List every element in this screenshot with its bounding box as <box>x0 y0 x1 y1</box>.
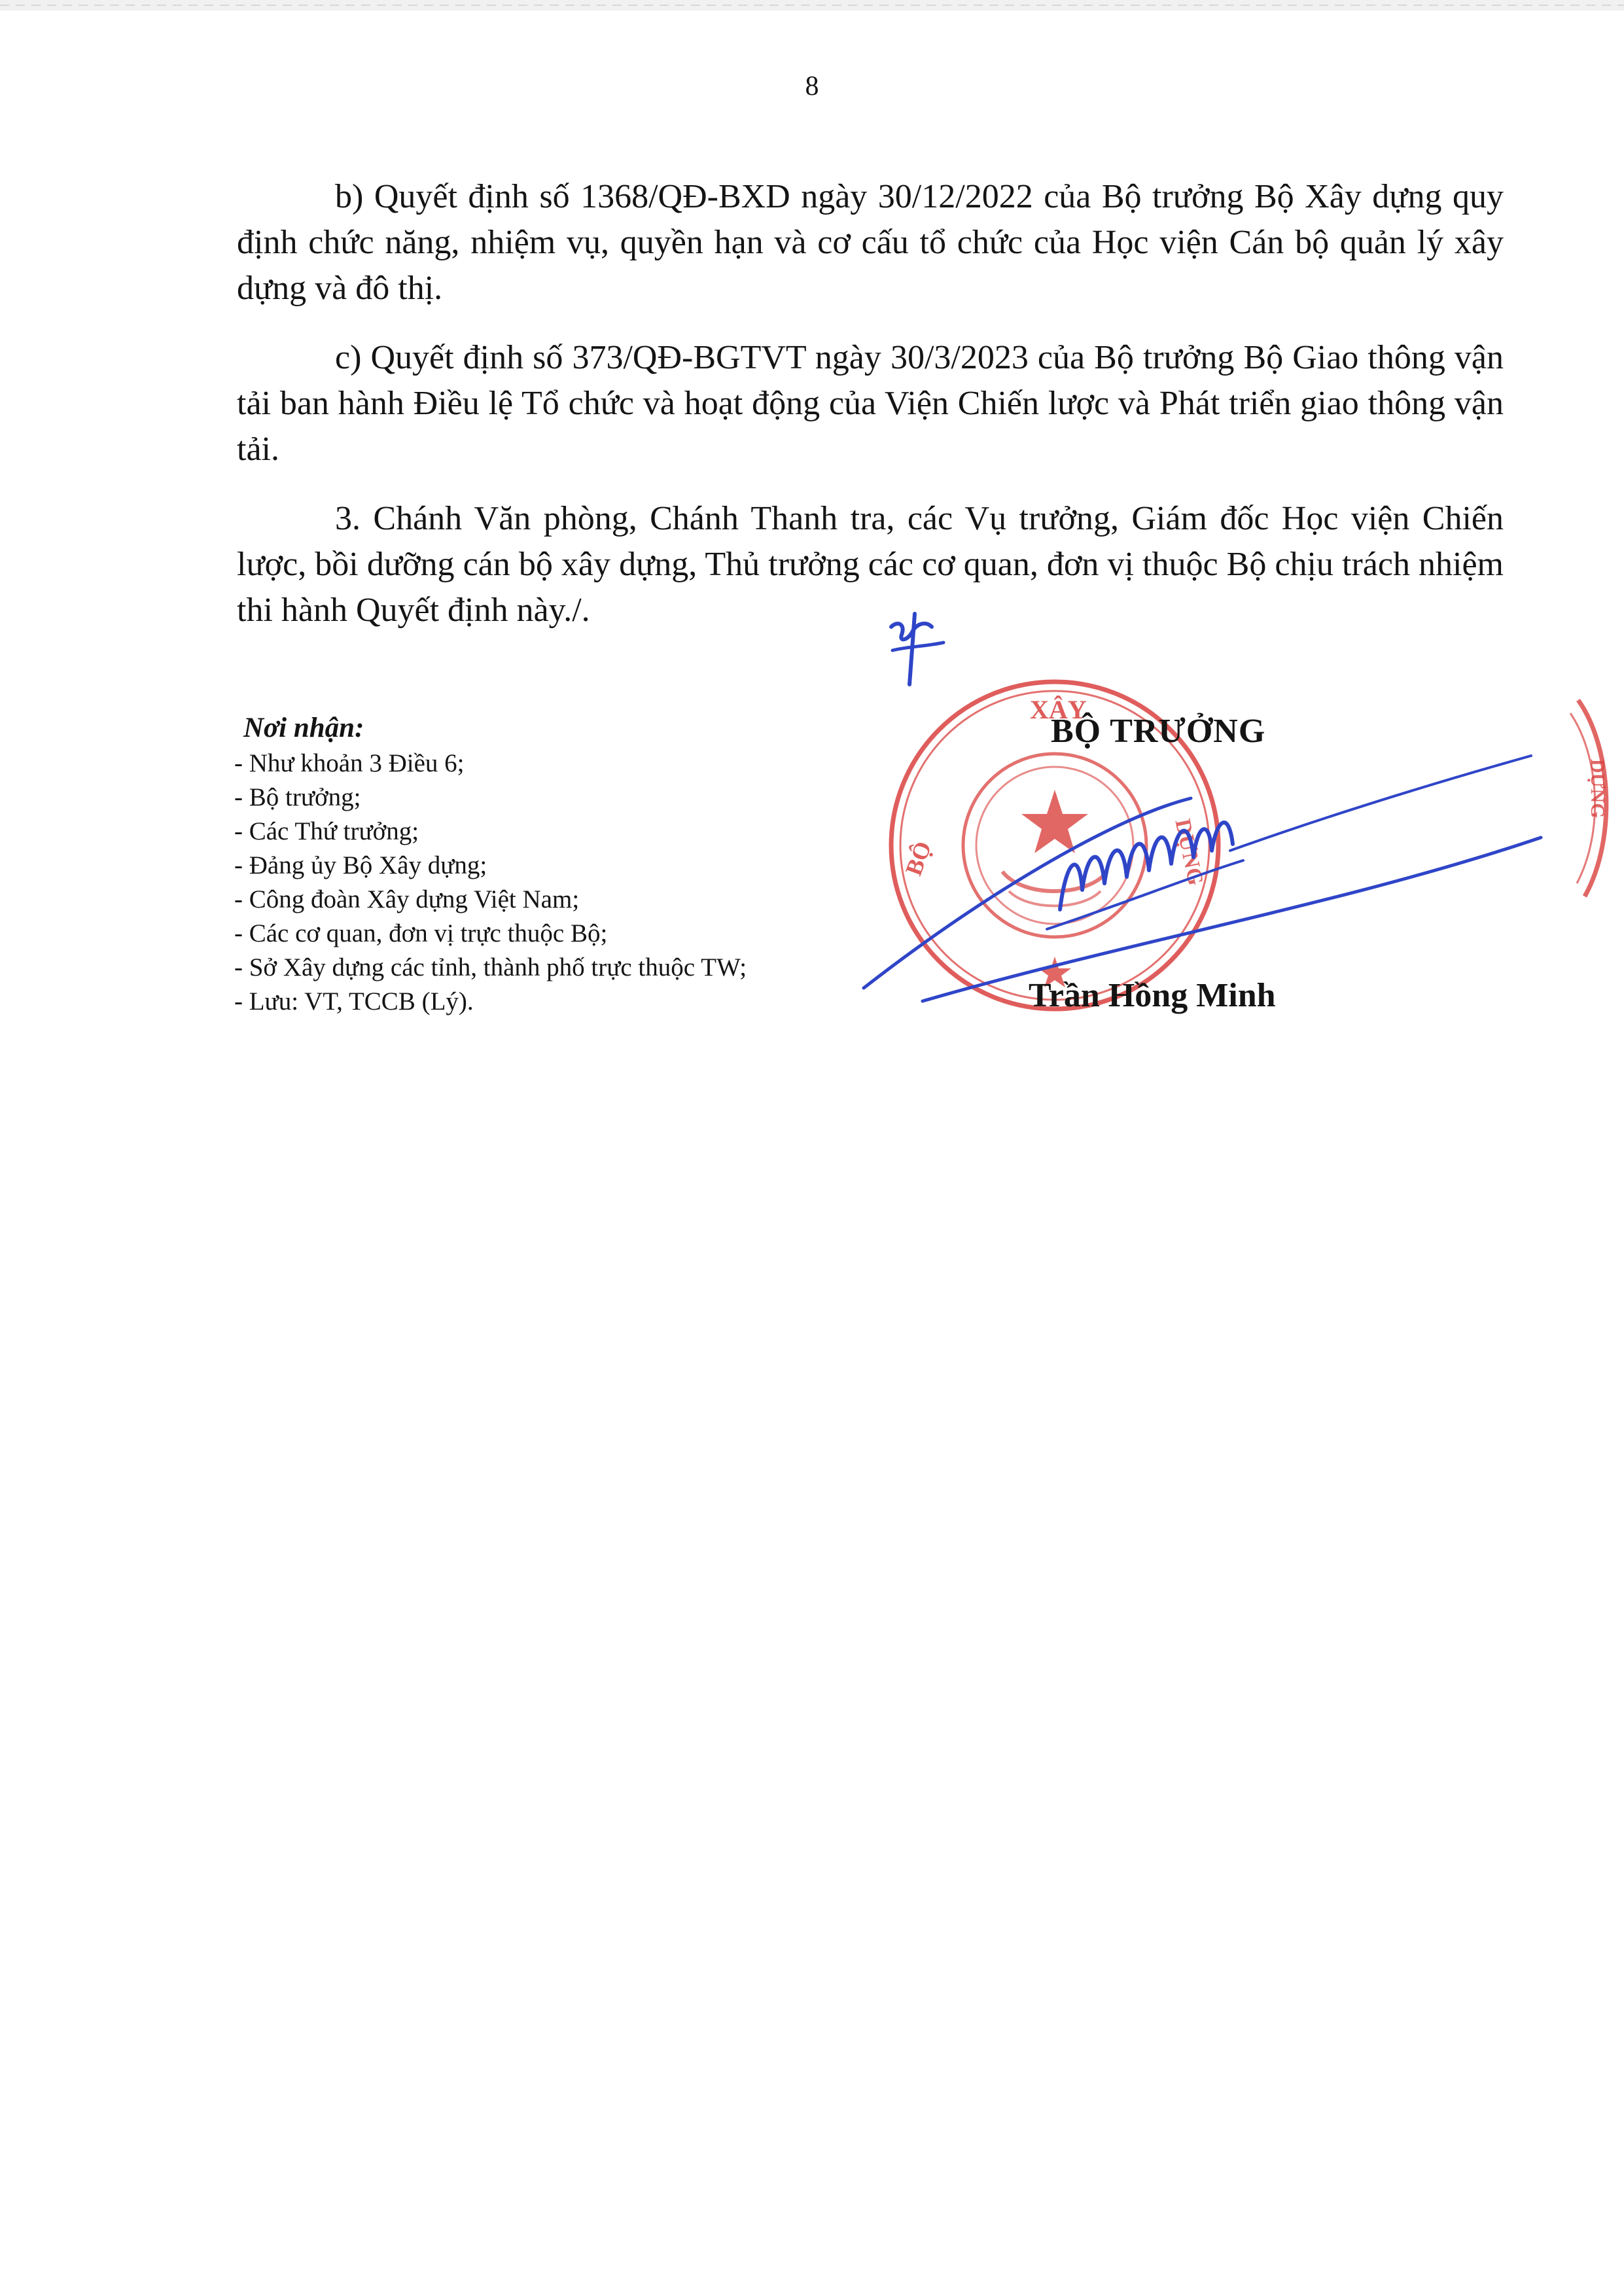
recipient-item: - Sở Xây dựng các tỉnh, thành phố trực thuộc TW; <box>234 953 747 981</box>
recipient-item: - Các Thứ trưởng; <box>234 817 419 845</box>
paragraph-b: b) Quyết định số 1368/QĐ-BXD ngày 30/12/2022 của Bộ trưởng Bộ Xây dựng quy định chức năng, nhiệm vụ, quyền hạn và cơ cấu tổ chức của Học viện Cán bộ quản lý xây dựng và đô thị. <box>237 178 1504 307</box>
recipients-block <box>234 710 875 1019</box>
seal-edge-text: DỰNG <box>1587 759 1608 819</box>
recipients-list <box>234 747 875 1019</box>
recipient-item: - Bộ trưởng; <box>234 783 361 811</box>
recipient-item: - Như khoản 3 Điều 6; <box>234 749 465 777</box>
recipient-item: - Lưu: VT, TCCB (Lý). <box>234 987 474 1016</box>
seal-text-top: XÂY <box>1030 695 1087 724</box>
recipient-item: - Công đoàn Xây dựng Việt Nam; <box>234 885 580 913</box>
seal-text-right: DỰNG <box>1170 817 1208 888</box>
handwritten-signature <box>851 746 1557 1008</box>
signer-name: Trần Hồng Minh <box>1029 977 1276 1014</box>
paragraph-c: c) Quyết định số 373/QĐ-BGTVT ngày 30/3/2023 của Bộ trưởng Bộ Giao thông vận tải ban hành Điều lệ Tổ chức và hoạt động của Viện Chiến lược và Phát triển giao thông vận tải. <box>237 339 1504 468</box>
recipient-item: - Đảng ủy Bộ Xây dựng; <box>234 851 487 879</box>
scan-edge-artifact <box>0 0 1624 10</box>
recipients-heading: Nơi nhận: <box>243 713 364 743</box>
document-body <box>237 174 1504 657</box>
recipient-item: - Các cơ quan, đơn vị trực thuộc Bộ; <box>234 919 608 947</box>
paragraph-3: 3. Chánh Văn phòng, Chánh Thanh tra, các Vụ trưởng, Giám đốc Học viện Chiến lược, bồi dưỡng cán bộ xây dựng, Thủ trưởng các cơ quan, đơn vị thuộc Bộ chịu trách nhiệm thi hành Quyết định này./. <box>237 500 1504 629</box>
page-number: 8 <box>805 71 819 101</box>
seal-text-left: BỘ <box>900 838 937 879</box>
seal-edge-partial <box>1565 694 1624 903</box>
signer-title: BỘ TRƯỞNG <box>1051 713 1266 750</box>
handwritten-initials <box>879 601 951 692</box>
